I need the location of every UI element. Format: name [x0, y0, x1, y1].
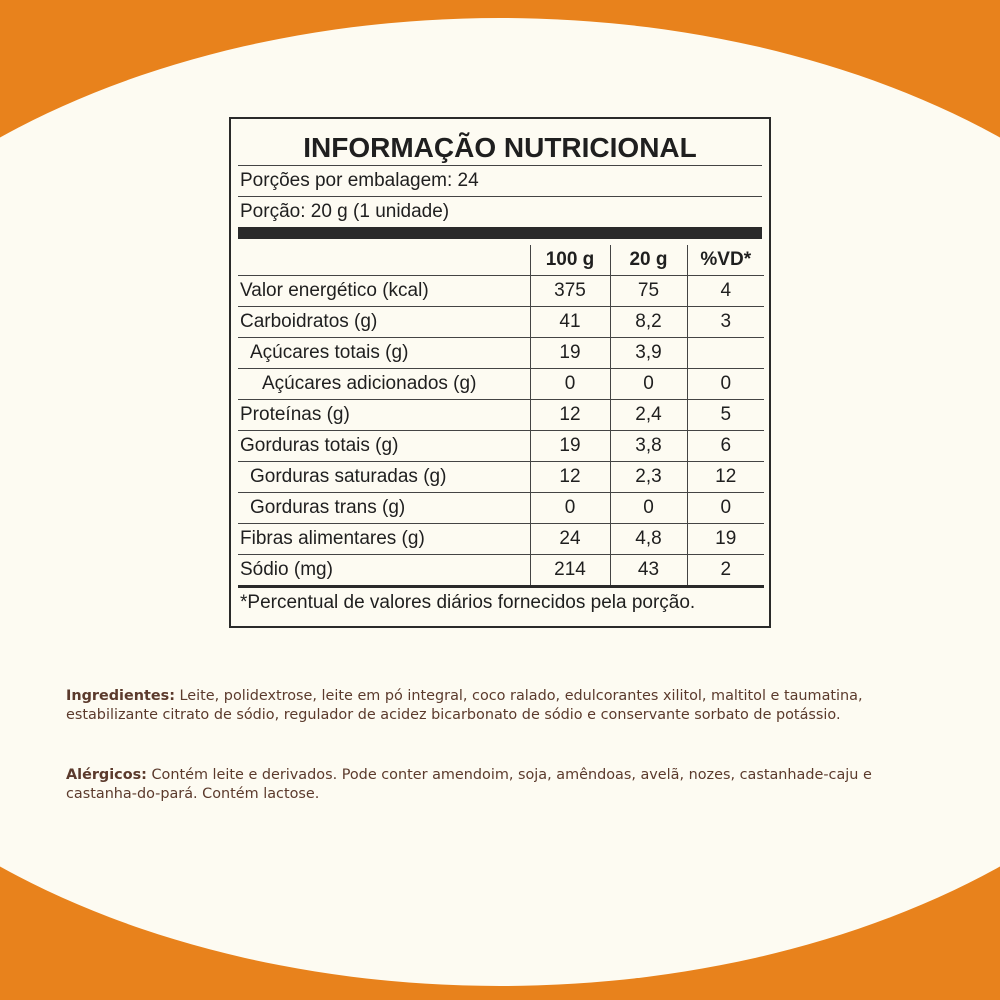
- nutrient-name: Gorduras saturadas (g): [238, 462, 530, 493]
- allergens-paragraph: [66, 766, 936, 804]
- column-header-vd: %VD*: [687, 245, 764, 276]
- nutrient-name: Proteínas (g): [238, 400, 530, 431]
- table-row: [238, 431, 764, 462]
- value-vd: 0: [687, 493, 764, 524]
- allergens-text: Contém leite e derivados. Pode conter amendoim, soja, amêndoas, avelã, nozes, castanhade-caju e castanha-do-pará. Contém lactose.: [66, 767, 872, 802]
- value-vd: 4: [687, 276, 764, 307]
- ingredients-paragraph: [66, 687, 936, 725]
- table-row: [238, 307, 764, 338]
- table-row: [238, 524, 764, 555]
- value-20g: 2,3: [610, 462, 687, 493]
- value-100g: 12: [530, 462, 610, 493]
- footnote: *Percentual de valores diários fornecidos pela porção.: [240, 592, 696, 613]
- value-100g: 41: [530, 307, 610, 338]
- nutrient-name: Fibras alimentares (g): [238, 524, 530, 555]
- value-vd: [687, 338, 764, 369]
- value-vd: 5: [687, 400, 764, 431]
- table-row: [238, 276, 764, 307]
- value-20g: 2,4: [610, 400, 687, 431]
- label-title: INFORMAÇÃO NUTRICIONAL: [238, 131, 762, 166]
- allergens-label: Alérgicos:: [66, 767, 147, 783]
- value-100g: 0: [530, 369, 610, 400]
- table-row: [238, 555, 764, 587]
- value-20g: 3,8: [610, 431, 687, 462]
- value-100g: 12: [530, 400, 610, 431]
- nutrition-table: [238, 245, 764, 588]
- nutrient-name: Sódio (mg): [238, 555, 530, 587]
- value-vd: 6: [687, 431, 764, 462]
- table-row: [238, 462, 764, 493]
- header-empty: [238, 245, 530, 276]
- nutrient-name: Gorduras totais (g): [238, 431, 530, 462]
- value-100g: 214: [530, 555, 610, 587]
- value-20g: 3,9: [610, 338, 687, 369]
- nutrient-name: Açúcares totais (g): [238, 338, 530, 369]
- value-20g: 4,8: [610, 524, 687, 555]
- ingredients-label: Ingredientes:: [66, 688, 175, 704]
- table-row: [238, 338, 764, 369]
- value-20g: 43: [610, 555, 687, 587]
- thick-divider: [238, 227, 762, 239]
- value-100g: 19: [530, 431, 610, 462]
- column-header-20g: 20 g: [610, 245, 687, 276]
- value-100g: 24: [530, 524, 610, 555]
- value-vd: 12: [687, 462, 764, 493]
- serving-info: [238, 166, 762, 227]
- nutrition-facts-label: [229, 117, 771, 628]
- column-header-100g: 100 g: [530, 245, 610, 276]
- value-vd: 19: [687, 524, 764, 555]
- value-100g: 0: [530, 493, 610, 524]
- value-vd: 3: [687, 307, 764, 338]
- nutrient-name: Açúcares adicionados (g): [238, 369, 530, 400]
- table-row: [238, 400, 764, 431]
- value-vd: 2: [687, 555, 764, 587]
- ingredients-text: Leite, polidextrose, leite em pó integral, coco ralado, edulcorantes xilitol, maltitol e taumatina, estabilizante citrato de sódio, regulador de acidez bicarbonato de sódio e conservante sorbato de potássio.: [66, 688, 863, 723]
- nutrient-name: Valor energético (kcal): [238, 276, 530, 307]
- servings-per-package: Porções por embalagem: 24: [238, 166, 762, 197]
- value-20g: 0: [610, 369, 687, 400]
- nutrient-name: Gorduras trans (g): [238, 493, 530, 524]
- nutrient-name: Carboidratos (g): [238, 307, 530, 338]
- value-20g: 0: [610, 493, 687, 524]
- value-100g: 19: [530, 338, 610, 369]
- value-100g: 375: [530, 276, 610, 307]
- header-row: [238, 245, 764, 276]
- value-20g: 8,2: [610, 307, 687, 338]
- value-20g: 75: [610, 276, 687, 307]
- table-row: [238, 369, 764, 400]
- value-vd: 0: [687, 369, 764, 400]
- table-row: [238, 493, 764, 524]
- serving-size: Porção: 20 g (1 unidade): [240, 201, 450, 222]
